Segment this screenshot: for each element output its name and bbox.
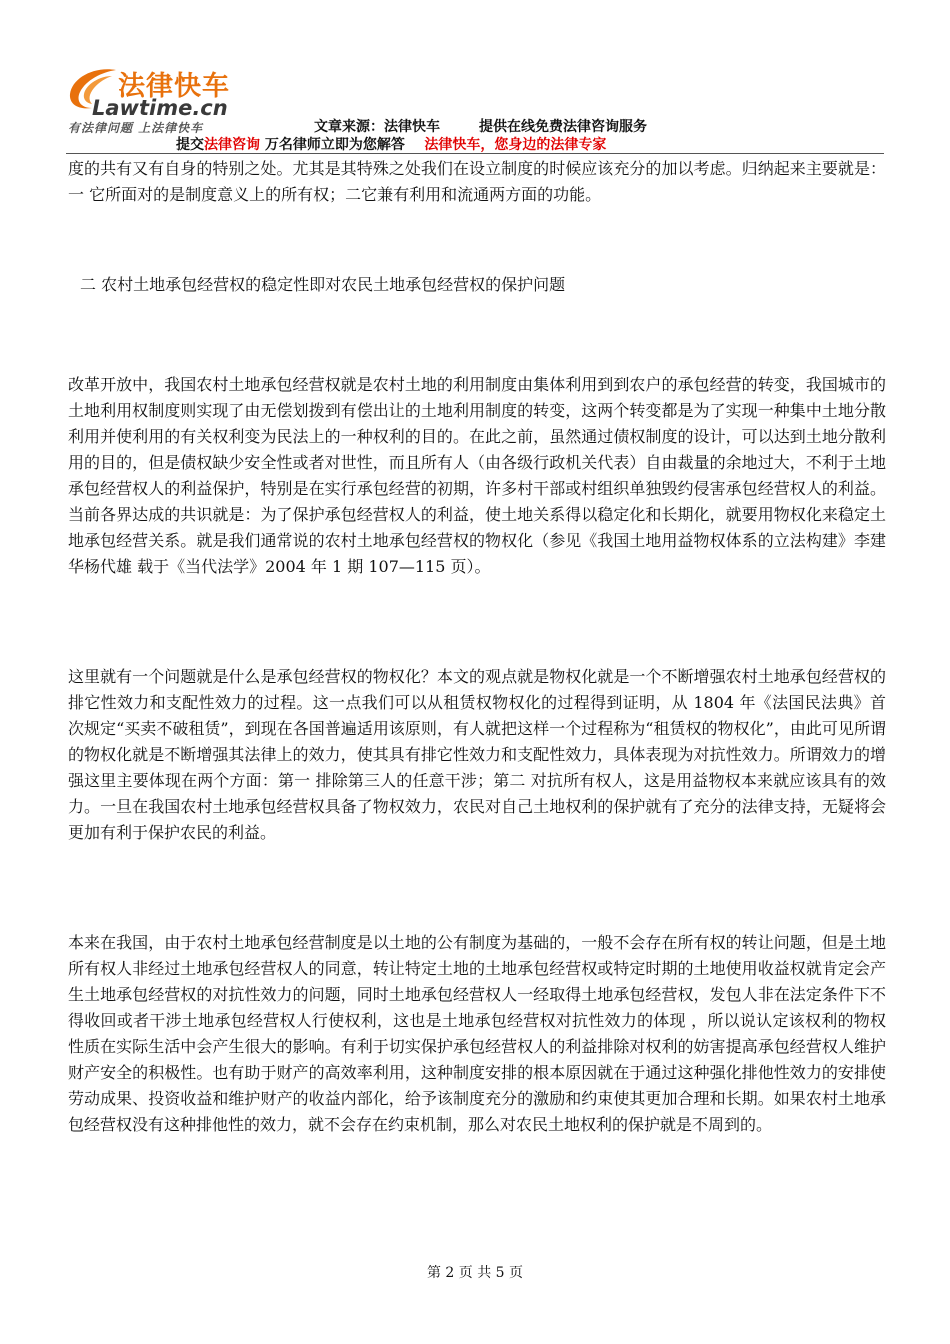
logo-slogan: 有法律问题 上法律快车: [68, 121, 204, 135]
legal-consult-link[interactable]: 法律咨询: [204, 137, 260, 153]
header-divider: [66, 153, 884, 154]
submit-suffix: 万名律师立即为您解答: [260, 137, 405, 153]
lawtime-logo[interactable]: [62, 62, 272, 134]
submit-prefix: 提交: [176, 137, 204, 153]
service-text: 提供在线免费法律咨询服务: [479, 119, 647, 135]
source-label: 文章来源：法律快车: [314, 119, 440, 135]
consult-line: [176, 134, 606, 154]
paragraph-1: 度的共有又有自身的特别之处。尤其是其特殊之处我们在设立制度的时候应该充分的加以考虑。归纳起来主要就是：一 它所面对的是制度意义上的所有权；二它兼有利用和流通两方面的功能。: [68, 159, 886, 204]
paragraph-2: 改革开放中，我国农村土地承包经营权就是农村土地的利用制度由集体利用到到农户的承包经营的转变，我国城市的土地利用权制度则实现了由无偿划拨到有偿出让的土地利用制度的转变，这两个转变都是为了实现一种集中土地分散利用并使利用的有关权利变为民法上的一种权利的目的。在此之前，虽然通过债权制度的设计，可以达到土地分散利用的目的，但是债权缺少安全性或者对世性，而且所有人（由各级行政机关代表）自由裁量的余地过大，不利于土地承包经营权人的利益保护，特别是在实行承包经营的初期，许多村干部或村组织单独毁约侵害承包经营权人的利益。当前各界达成的共识就是：为了保护承包经营权人的利益，使土地关系得以稳定化和长期化，就要用物权化来稳定土地承包经营关系。就是我们通常说的农村土地承包经营权的物权化（参见《我国土地用益物权体系的立法构建》李建华杨代雄 载于《当代法学》2004 年 1 期 107—115 页）。: [68, 375, 886, 576]
tagline[interactable]: 法律快车，您身边的法律专家: [424, 137, 607, 153]
section-heading: 二 农村土地承包经营权的稳定性即对农民土地承包经营权的保护问题: [80, 275, 566, 294]
page-number: 第 2 页 共 5 页: [426, 1265, 524, 1281]
paragraph-4: 本来在我国，由于农村土地承包经营制度是以土地的公有制度为基础的，一般不会存在所有权的转让问题，但是土地所有权人非经过土地承包经营权人的同意，转让特定土地的土地承包经营权或特定时期的土地使用收益权就肯定会产生土地承包经营权的对抗性效力的问题，同时土地承包经营权人一经取得土地承包经营权，发包人非在法定条件下不得收回或者干涉土地承包经营权人行使权利，这也是土地承包经营权对抗性效力的体现 ，所以说认定该权利的物权性质在实际生活中会产生很大的影响。有利于切实保护承包经营权人的利益排除对权利的妨害提高承包经营权人维护财产安全的积极性。也有助于财产的高效率利用，这种制度安排的根本原因就在于通过这种强化排他性效力的安排使劳动成果、投资收益和维护财产的收益内部化，给予该制度充分的激励和约束使其更加合理和长期。如果农村土地承包经营权没有这种排他性的效力，就不会存在约束机制，那么对农民土地权利的保护就是不周到的。: [68, 933, 886, 1134]
logo-chinese-name: 法律快车: [118, 71, 230, 102]
paragraph-3: 这里就有一个问题就是什么是承包经营权的物权化？本文的观点就是物权化就是一个不断增强农村土地承包经营权的排它性效力和支配性效力的过程。这一点我们可以从租赁权物权化的过程得到证明，从 1804 年《法国民法典》首次规定“买卖不破租赁”，到现在各国普遍适用该原则，有人就把这样一个过程称为“租赁权的物权化”，由此可见所谓的物权化就是不断增强其法律上的效力，使其具有排它性效力和支配性效力，具体表现为对抗性效力。所谓效力的增强这里主要体现在两个方面：第一 排除第三人的任意干涉；第二 对抗所有权人，这是用益物权本来就应该具有的效力。一旦在我国农村土地承包经营权具备了物权效力，农民对自己土地权利的保护就有了充分的法律支持，无疑将会更加有利于保护农民的利益。: [68, 667, 886, 842]
logo-english-name: Lawtime.cn: [92, 96, 228, 120]
source-line: [314, 116, 647, 136]
